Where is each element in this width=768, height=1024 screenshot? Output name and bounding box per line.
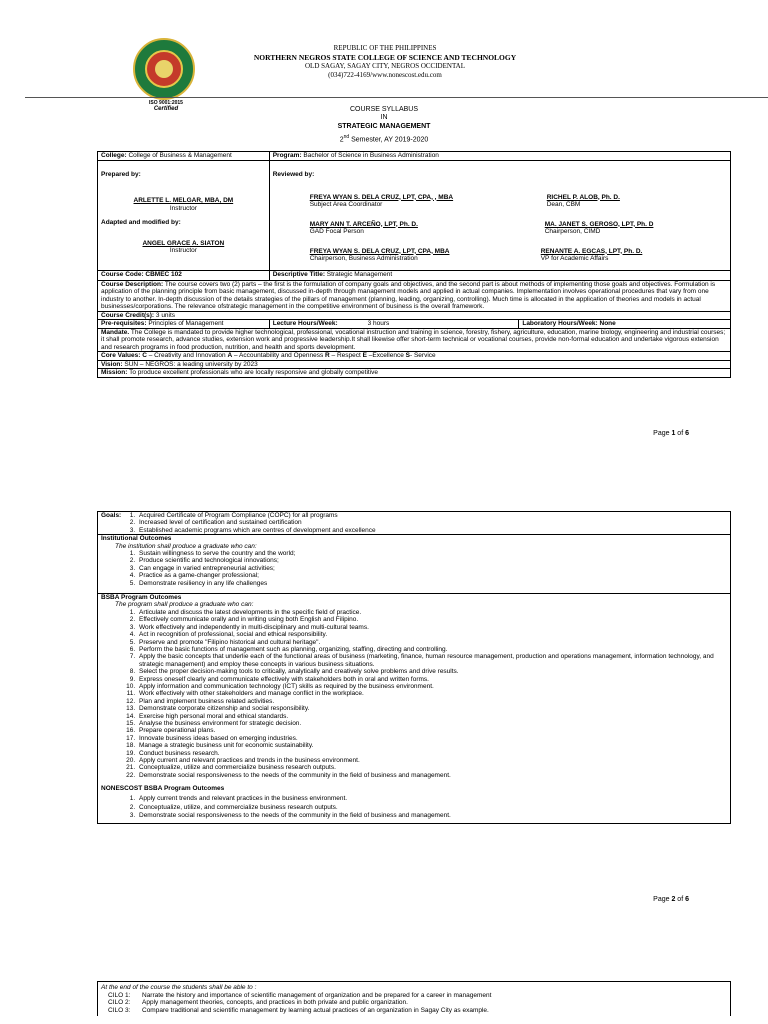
program-cell xyxy=(269,152,730,161)
po-item: 3. Work effectively and independently in multi-disciplinary and multi-cultural teams. xyxy=(137,624,727,631)
io-item: 5. Demonstrate resiliency in any life challenges xyxy=(137,580,727,587)
reviewer-2 xyxy=(547,194,620,209)
descriptive-title-cell xyxy=(269,270,730,280)
cilo-text: Compare traditional and scientific management by learning actual practices of an organization in Sagay City as example. xyxy=(142,1006,489,1014)
desc-title-label: Descriptive Title: xyxy=(272,270,325,278)
page-current: 2 xyxy=(671,896,676,903)
cilo-row xyxy=(101,999,727,1007)
io-list xyxy=(101,550,727,587)
course-desc-text: The course covers two (2) parts – the first is the formulation of company goals and objectives, and the second part is about methods of implementing those goals and objectives. Formulation is application of the planning principle from basic management, discussed in-depth through management models and applied in actual companies. Implementation involves operational procedures that vary from one industry to another. In-depth discussion of the details strategies of the pillars of management (planning, leading, organizing, controlling). Much time is allocated in the application of theories and models in actual businesses/corporations. The relevance ofstrategic management in the competitive environment of business is the overall framework. xyxy=(101,280,716,310)
core-values-cell xyxy=(98,352,731,361)
page-number-2 xyxy=(653,896,689,903)
reviewer-name: MARY ANN T. ARCEÑO, LPT, Ph. D. xyxy=(309,220,418,228)
prereq-label: Pre-requisites: xyxy=(101,320,147,327)
goal-item: 1. Acquired Certificate of Program Compliance (COPC) for all programs xyxy=(137,512,376,519)
reviewer-role: Dean, CBM xyxy=(546,201,581,208)
po-item: 12. Plan and implement business related activities. xyxy=(137,698,727,705)
syllabus-title-line2: IN xyxy=(380,114,388,121)
program-outcomes-section xyxy=(98,593,730,823)
reviewer-3 xyxy=(310,221,418,236)
reviewer-5 xyxy=(310,248,450,263)
reviewer-name: MA. JANET S. GEROSO, LPT, Ph. D xyxy=(544,220,654,228)
desc-title-value: Strategic Management xyxy=(324,270,393,278)
reviewer-name: RENANTE A. EGCAS, LPT, Ph. D. xyxy=(540,247,643,255)
cilo-table xyxy=(97,981,731,1016)
core-s-text: - Service xyxy=(410,352,436,359)
page-total: 6 xyxy=(685,430,689,437)
page-label: Page xyxy=(653,896,672,903)
po-item: 2. Effectively communicate orally and in writing using both English and Filipino. xyxy=(137,616,727,623)
reviewer-6 xyxy=(541,248,643,263)
po-intro: The program shall produce a graduate who can: xyxy=(115,601,254,609)
po-item: 5. Preserve and promote "Filipino historical and cultural heritage". xyxy=(137,639,727,646)
po-item: 18. Manage a strategic business unit for economic sustainability. xyxy=(137,742,727,749)
core-e: E xyxy=(362,352,367,359)
header-divider xyxy=(25,97,768,98)
io-item: 4. Practice as a game-changer professional; xyxy=(137,572,727,579)
cilo-key: CILO 3: xyxy=(108,1006,131,1014)
po-item: 15. Analyse the business environment for strategic decision. xyxy=(137,720,727,727)
reviewed-label: Reviewed by: xyxy=(272,170,315,178)
po-item: 17. Innovate business ideas based on emerging industries. xyxy=(137,735,727,742)
header-country: REPUBLIC OF THE PHILIPPINES xyxy=(333,44,437,52)
core-r: R xyxy=(325,352,330,359)
college-label: College: xyxy=(101,152,127,159)
goal-item: 3. Established academic programs which are centres of development and excellence xyxy=(137,527,376,534)
page-label: Page xyxy=(653,430,672,437)
reviewer-name: FREYA WYAN S. DELA CRUZ, LPT, CPA, , MBA xyxy=(309,193,454,201)
po-item: 14. Exercise high personal moral and ethical standards. xyxy=(137,713,727,720)
vision-label: Vision: xyxy=(101,360,123,368)
syllabus-page-1 xyxy=(0,0,768,450)
core-e-text: –Excellence xyxy=(366,352,406,359)
po-item: 13. Demonstrate corporate citizenship and social responsibility. xyxy=(137,705,727,712)
po-item: 9. Express oneself clearly and communicate effectively with stakeholders both in oral and written forms. xyxy=(137,676,727,683)
page-number-1 xyxy=(653,430,689,437)
reviewer-role: Chairperson, Business Administration xyxy=(309,255,418,262)
institutional-outcomes-section xyxy=(98,534,730,593)
core-c-text: – Creativity and Innovation xyxy=(146,352,228,359)
mission-label: Mission: xyxy=(101,369,128,376)
po-item: 22. Demonstrate social responsiveness to the needs of the community in the field of business and management. xyxy=(137,772,727,779)
preparer-name: ARLETTE L. MELGAR, MBA, DM xyxy=(133,197,234,204)
page-of: of xyxy=(675,430,686,437)
io-item: 1. Sustain willingness to serve the country and the world; xyxy=(137,550,727,557)
college-cell xyxy=(98,152,270,161)
vision-text: SUN – NEGROS: a leading university by 2023 xyxy=(122,360,258,368)
college-value: College of Business & Management xyxy=(126,152,232,159)
mandate-text: The College is mandated to provide higher technological, professional, vocational instruction and training in science, forestry, fishery, agriculture, education, marine biology, engineering and industrial courses; it shall promote research, advance studies, extension work and progressive leadership.It shall likewise offer short-term technical or vocational courses, provide non-formal education and undertake vigorous extension and research programs in food production, nutrition, and health and sports development. xyxy=(101,328,726,351)
goal-item: 2. Increased level of certification and sustained certification xyxy=(137,519,376,526)
cilo-key: CILO 2: xyxy=(108,999,131,1007)
po-item: 8. Select the proper decision-making tools to critically, analytically and creatively solve problems and drive results. xyxy=(137,668,727,675)
header-institution: NORTHERN NEGROS STATE COLLEGE OF SCIENCE AND TECHNOLOGY xyxy=(253,53,517,62)
reviewer-4 xyxy=(545,221,654,236)
io-item: 3. Can engage in varied entrepreneurial activities; xyxy=(137,565,727,572)
course-credits-cell xyxy=(98,311,731,320)
reviewer-role: Chairperson, CIMD xyxy=(544,228,601,235)
adapted-label: Adapted and modified by: xyxy=(101,219,181,226)
npo-list xyxy=(101,795,727,820)
syllabus-title-line1: COURSE SYLLABUS xyxy=(349,106,419,113)
lecture-value: 3 hours xyxy=(367,320,390,327)
page-total: 6 xyxy=(685,896,689,903)
cilo-row xyxy=(101,992,727,1000)
po-item: 11. Work effectively with other stakeholders and manage conflict in the workplace. xyxy=(137,690,727,697)
syllabus-semester xyxy=(0,133,768,144)
vision-cell xyxy=(98,360,731,369)
reviewer-name: RICHEL P. ALOB, Ph. D. xyxy=(546,193,620,201)
prepared-label: Prepared by: xyxy=(101,170,141,178)
core-r-text: – Respect xyxy=(329,352,363,359)
io-intro: The institution shall produce a graduate who can: xyxy=(115,542,257,550)
page-gap xyxy=(0,450,768,472)
po-title: BSBA Program Outcomes xyxy=(101,594,182,602)
iso-text: ISO 9001:2015 xyxy=(149,100,183,106)
header-contact: (034)722-4169/www.nonescost.edu.com xyxy=(328,71,442,79)
lab-hours-cell: Laboratory Hours/Week: None xyxy=(519,320,731,329)
reviewer-role: Subject Area Coordinator xyxy=(309,201,383,208)
cilo-text: Narrate the history and importance of scientific management of organization and be prepared for a career in management xyxy=(142,991,492,999)
prereq-value: Principles of Management xyxy=(146,320,224,327)
course-desc-label: Course Description: xyxy=(101,280,164,288)
npo-item: 3. Demonstrate social responsiveness to the needs of the community in the field of business and management. xyxy=(137,812,727,819)
adapter-name: ANGEL GRACE A. SIATON xyxy=(142,239,225,247)
cilo-text: Apply management theories, concepts, and practices in both private and public organization. xyxy=(142,999,408,1007)
goals-label: Goals: xyxy=(101,512,122,519)
cilo-intro: At the end of the course the students shall be able to : xyxy=(101,984,257,991)
semester-text: Semester, AY 2019-2020 xyxy=(349,136,429,144)
program-value: Bachelor of Science in Business Administration xyxy=(301,152,439,159)
lecture-hours-cell xyxy=(269,320,519,329)
prepared-cell xyxy=(98,160,270,270)
core-values-label: Core Values: xyxy=(101,352,141,359)
po-item: 6. Perform the basic functions of management such as planning, organizing, staffing, directing and controlling. xyxy=(137,646,727,653)
credits-value: 3 units xyxy=(154,311,176,319)
outcomes-table xyxy=(97,511,731,824)
mandate-cell xyxy=(98,328,731,352)
semester-number: 2 xyxy=(339,136,344,144)
npo-title: NONESCOST BSBA Program Outcomes xyxy=(101,785,225,793)
reviewer-role: VP for Academic Affairs xyxy=(540,255,609,262)
course-description-cell xyxy=(98,280,731,311)
po-list xyxy=(101,609,727,779)
po-item: 16. Prepare operational plans. xyxy=(137,727,727,734)
page-of: of xyxy=(675,896,686,903)
adapter-role: Instructor xyxy=(169,247,197,254)
mission-cell xyxy=(98,369,731,378)
po-item: 20. Apply current and relevant practices and trends in the business environment. xyxy=(137,757,727,764)
course-code-cell: Course Code: CBMEC 102 xyxy=(98,270,270,280)
semester-suffix: nd xyxy=(343,134,350,140)
mandate-label: Mandate. xyxy=(101,328,130,336)
core-a: A xyxy=(227,352,233,359)
page-current: 1 xyxy=(671,430,676,437)
goals-row xyxy=(98,512,730,534)
syllabus-title-course: STRATEGIC MANAGEMENT xyxy=(337,123,431,130)
lecture-label: Lecture Hours/Week: xyxy=(272,320,338,327)
mission-text: To produce excellent professionals who are locally responsive and globally competitive xyxy=(127,369,379,376)
course-info-table xyxy=(97,151,731,378)
cilo-key: CILO 1: xyxy=(108,991,131,999)
reviewed-cell xyxy=(269,160,730,270)
core-c: C xyxy=(140,352,147,359)
po-item: 1. Articulate and discuss the latest developments in the specific field of practice. xyxy=(137,609,727,616)
reviewer-1 xyxy=(310,194,453,209)
college-seal-logo xyxy=(133,38,195,100)
header-address: OLD SAGAY, SAGAY CITY, NEGROS OCCIDENTAL xyxy=(304,62,465,70)
po-item: 10. Apply information and communication technology (ICT) skills as required by the business environment. xyxy=(137,683,727,690)
core-a-text: – Accountability and Openness xyxy=(232,352,326,359)
prerequisites-cell xyxy=(98,320,270,329)
core-s: S xyxy=(405,352,410,359)
po-item: 21. Conceptualize, utilize and commercialize business research outputs. xyxy=(137,764,727,771)
goals-list xyxy=(125,512,376,534)
cilo-row xyxy=(101,1007,727,1015)
preparer-role: Instructor xyxy=(169,204,197,212)
po-item: 4. Act in recognition of professional, social and ethical responsibility. xyxy=(137,631,727,638)
po-item: 7. Apply the basic concepts that underlie each of the functional areas of business (marketing, finance, human resource management, production and operations management, information technology, and strategic management) and employ these concepts in various business situations. xyxy=(137,653,727,668)
credits-label: Course Credit(s): xyxy=(101,311,155,319)
npo-item: 2. Conceptualize, utilize, and commercialize business research outputs. xyxy=(137,804,727,811)
reviewer-role: GAD Focal Person xyxy=(309,228,364,235)
certified-text: Certified xyxy=(153,106,179,112)
po-item: 19. Conduct business research. xyxy=(137,750,727,757)
program-label: Program: xyxy=(272,152,302,159)
reviewer-name: FREYA WYAN S. DELA CRUZ, LPT, CPA, MBA xyxy=(309,247,450,255)
npo-item: 1. Apply current trends and relevant practices in the business environment. xyxy=(137,795,727,802)
io-title: Institutional Outcomes xyxy=(101,535,172,543)
io-item: 2. Produce scientific and technological innovations; xyxy=(137,557,727,564)
